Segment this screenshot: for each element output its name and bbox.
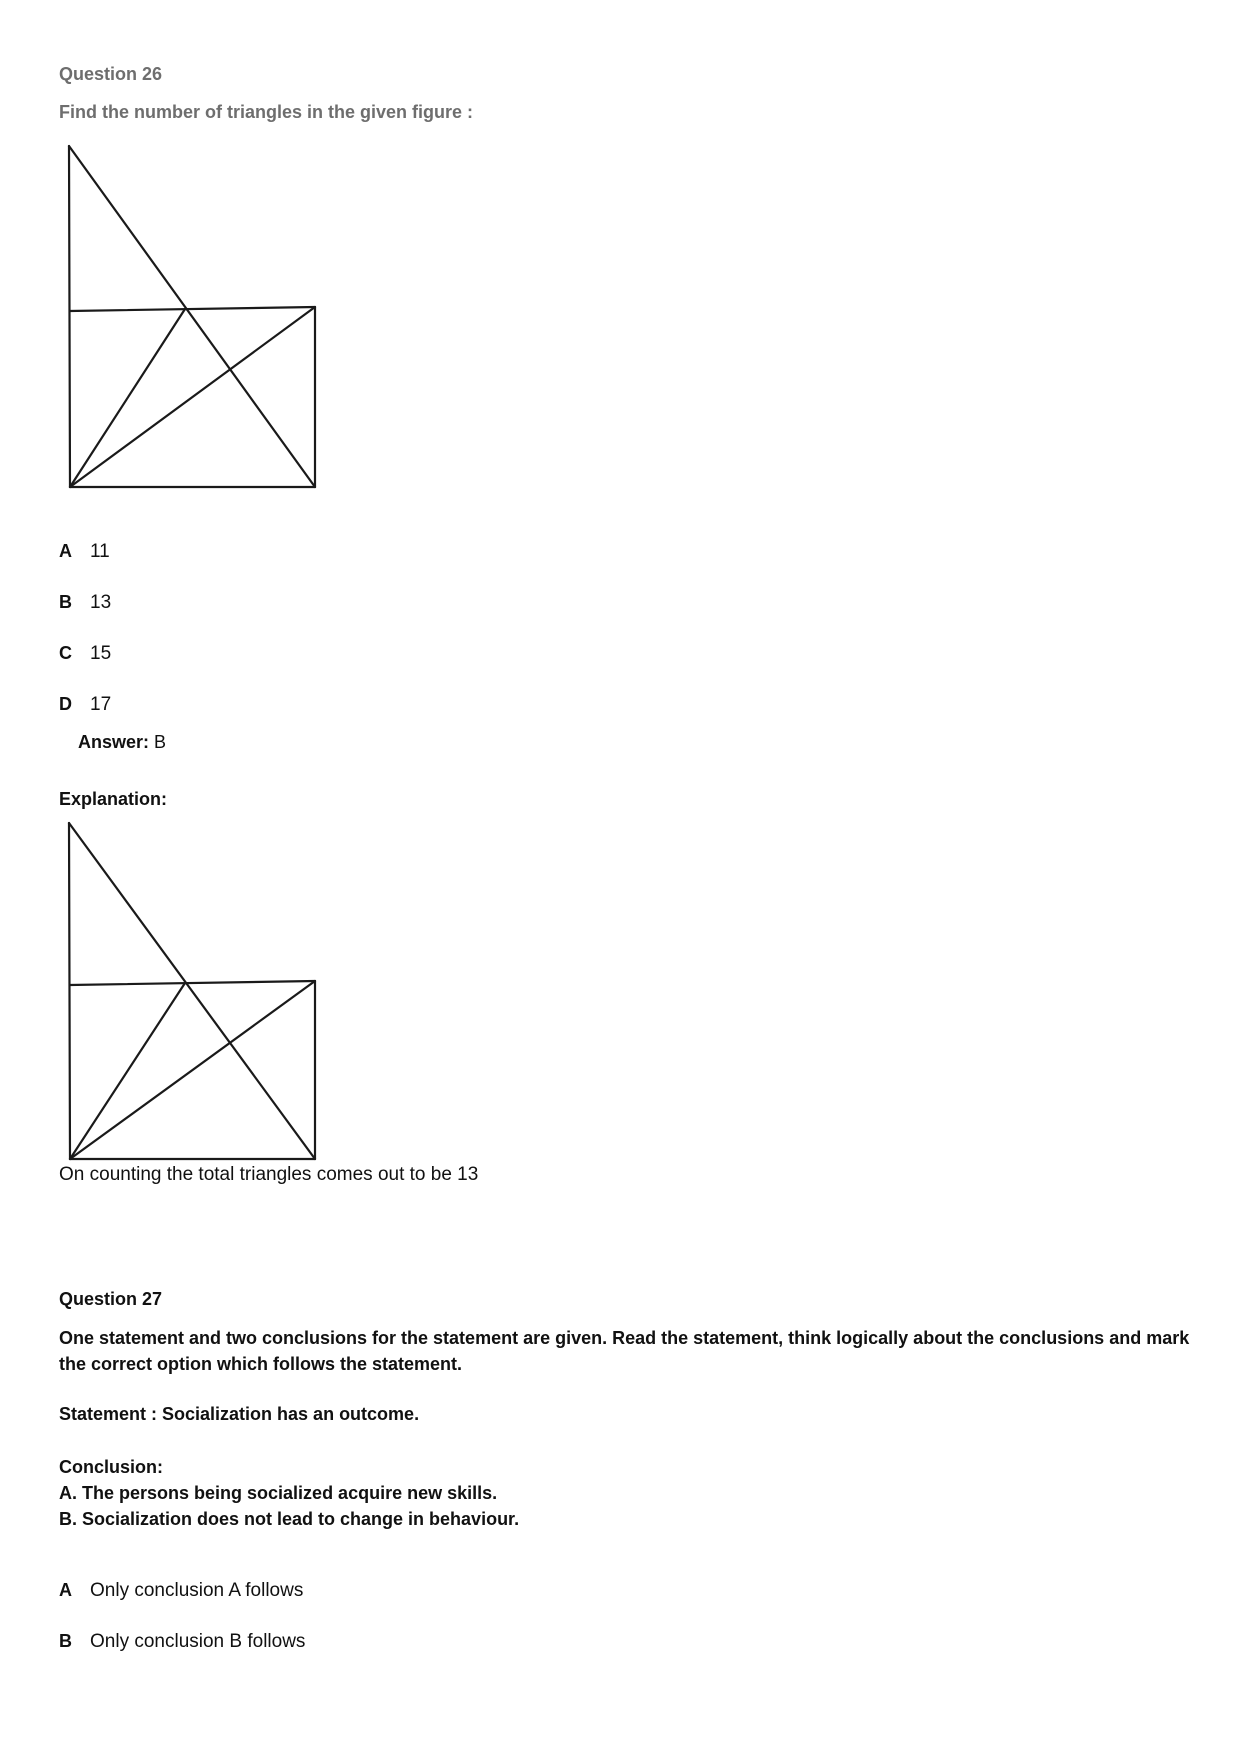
figure-line xyxy=(70,981,315,985)
option-text: 15 xyxy=(90,643,112,664)
conclusion-b: B. Socialization does not lead to change in behaviour. xyxy=(59,1509,520,1529)
explanation-label: Explanation: xyxy=(59,789,168,809)
figure-line xyxy=(69,146,315,487)
option-text: Only conclusion B follows xyxy=(90,1631,306,1652)
conclusion-a: A. The persons being socialized acquire new skills. xyxy=(59,1483,498,1503)
question-27-number: Question 27 xyxy=(59,1289,163,1309)
question-26-number: Question 26 xyxy=(59,64,163,84)
option-text: 17 xyxy=(90,694,112,715)
question-26-prompt: Find the number of triangles in the given figure : xyxy=(59,102,474,122)
option-row[interactable] xyxy=(59,541,110,563)
prompt-line: One statement and two conclusions for the statement are given. Read the statement, think logically about the conclusions and mark xyxy=(59,1328,1190,1348)
explanation-text: On counting the total triangles comes out to be 13 xyxy=(59,1164,479,1185)
explanation-triangle-figure xyxy=(0,800,340,1180)
answer-label: Answer: xyxy=(78,732,150,752)
option-letter: D xyxy=(59,694,72,714)
figure-line xyxy=(69,146,70,487)
option-letter: C xyxy=(59,643,72,663)
option-row[interactable] xyxy=(59,1631,305,1653)
option-text: 11 xyxy=(90,541,110,562)
figure-line xyxy=(70,307,315,311)
figure-line xyxy=(70,307,315,487)
option-row[interactable] xyxy=(59,694,111,716)
conclusion-label: Conclusion: xyxy=(59,1457,163,1477)
option-text: 13 xyxy=(90,592,112,613)
figure-line xyxy=(69,823,315,1159)
option-text: Only conclusion A follows xyxy=(90,1580,304,1601)
prompt-line: the correct option which follows the statement. xyxy=(59,1354,463,1374)
option-letter: A xyxy=(59,1580,72,1600)
figure-line xyxy=(70,981,315,1159)
option-letter: A xyxy=(59,541,72,561)
question-27-prompt xyxy=(59,1325,1189,1377)
option-row[interactable] xyxy=(59,1580,303,1602)
triangle-figure xyxy=(0,0,340,500)
figure-line xyxy=(70,983,185,1159)
option-letter: B xyxy=(59,1631,72,1651)
statement: Statement : Socialization has an outcome. xyxy=(59,1404,420,1424)
option-row[interactable] xyxy=(59,592,111,614)
figure-line xyxy=(70,309,185,487)
answer-value: B xyxy=(154,732,167,752)
figure-line xyxy=(69,823,70,1159)
conclusions xyxy=(59,1454,519,1532)
option-row[interactable] xyxy=(59,643,111,665)
option-letter: B xyxy=(59,592,72,612)
answer-line xyxy=(78,732,166,753)
